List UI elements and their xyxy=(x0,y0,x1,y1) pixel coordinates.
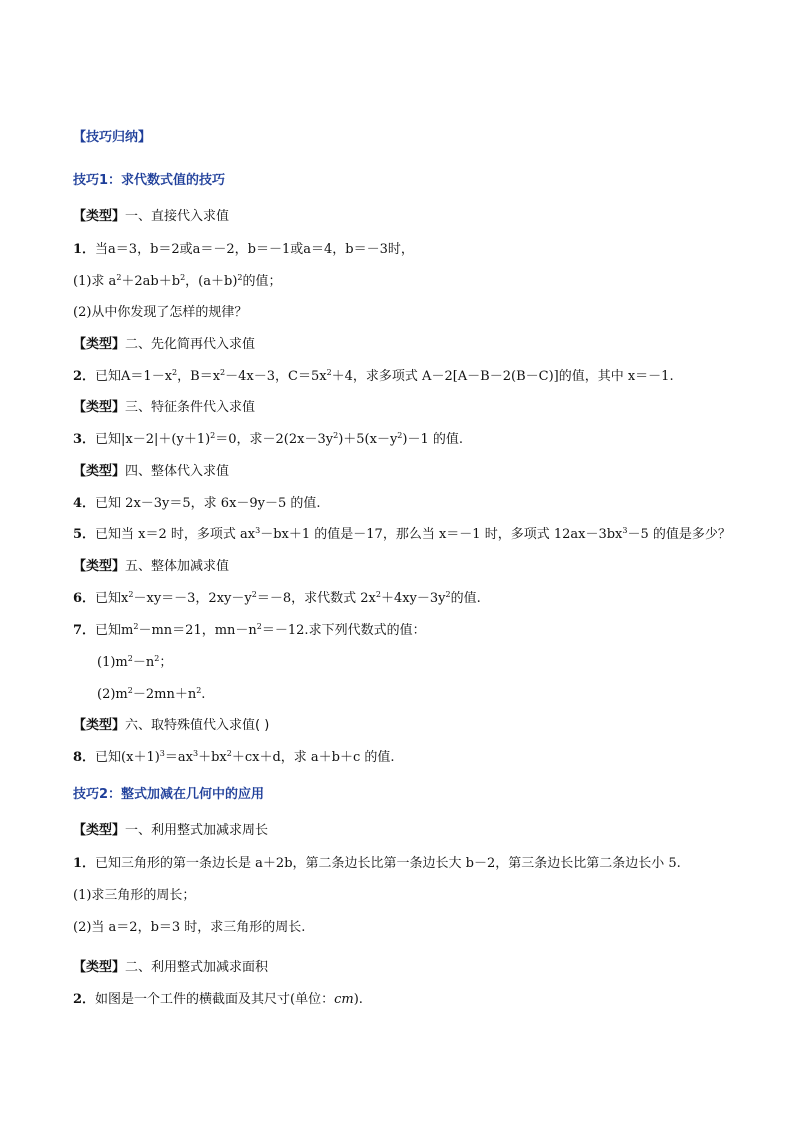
type-bracket: 【类型】 xyxy=(73,400,126,415)
text-segment: －5 的值是多少？ xyxy=(627,527,731,542)
text-segment: ，(a＋b) xyxy=(185,274,238,289)
skill2-question-1 xyxy=(73,856,681,872)
text-segment: ＝－12.求下列代数式的值： xyxy=(261,623,426,638)
text-segment: ＝－8，求代数式 2x xyxy=(256,591,376,606)
superscript: 2 xyxy=(180,273,186,282)
superscript: 2 xyxy=(251,590,257,599)
type-label: 三、特征条件代入求值 xyxy=(125,400,256,415)
text-segment: (1)m xyxy=(97,655,128,670)
question-7 xyxy=(73,623,426,639)
question-number: 3． xyxy=(73,432,96,447)
text-segment: ＋4xy－3y xyxy=(380,591,446,606)
superscript: 2 xyxy=(116,273,122,282)
type-label: 二、利用整式加减求面积 xyxy=(125,960,269,975)
text-segment: －n xyxy=(132,655,155,670)
question-number: 1． xyxy=(73,856,96,871)
question-number: 5． xyxy=(73,527,96,542)
superscript: 2 xyxy=(128,590,134,599)
text-segment: 已知|x－2|＋(y＋1) xyxy=(95,432,211,447)
text-segment: )－1 的值. xyxy=(402,432,463,447)
type-bracket: 【类型】 xyxy=(73,209,126,224)
question-1-part-1 xyxy=(73,274,282,290)
skill1-title: 技巧1：求代数式值的技巧 xyxy=(73,173,226,188)
superscript: 2 xyxy=(220,368,226,377)
type-bracket: 【类型】 xyxy=(73,464,126,479)
type-heading xyxy=(73,718,269,734)
question-8 xyxy=(73,750,395,766)
text-segment: (2)m xyxy=(97,687,128,702)
superscript: 2 xyxy=(256,622,262,631)
type-heading xyxy=(73,337,255,353)
superscript: 2 xyxy=(237,273,243,282)
question-number: 2． xyxy=(73,992,96,1007)
text-segment: 已知x xyxy=(95,591,129,606)
superscript: 2 xyxy=(154,654,160,663)
superscript: 2 xyxy=(226,749,232,758)
superscript: 2 xyxy=(172,368,178,377)
type-label: 一、利用整式加减求周长 xyxy=(125,823,269,838)
superscript: 2 xyxy=(127,686,133,695)
text-segment: ＋bx xyxy=(198,750,227,765)
text-segment: 已知三角形的第一条边长是 a＋2b，第二条边长比第一条边长大 b－2，第三条边长比第二条边长小 5. xyxy=(95,856,681,871)
text-segment: ＋4，求多项式 A－2[A－B－2(B－C)]的值，其中 x＝－1. xyxy=(331,369,674,384)
superscript: 3 xyxy=(192,749,199,758)
text-segment: 已知 2x－3y＝5，求 6x－9y－5 的值. xyxy=(95,496,321,511)
text-segment: 已知(x＋1) xyxy=(95,750,160,765)
superscript: 2 xyxy=(210,431,216,440)
superscript: 2 xyxy=(127,654,133,663)
text-segment: )＋5(x－y xyxy=(338,432,398,447)
text-segment: ＝ax xyxy=(164,750,193,765)
type-heading xyxy=(73,209,229,225)
superscript: 2 xyxy=(397,431,403,440)
superscript: 3 xyxy=(159,749,165,758)
skill2-title: 技巧2：整式加减在几何中的应用 xyxy=(73,787,265,802)
text-segment: 的值. xyxy=(450,591,481,606)
question-text: 当a＝3，b＝2或a＝－2，b＝－1或a＝4，b＝－3时， xyxy=(95,242,414,257)
superscript: 2 xyxy=(375,590,381,599)
section-title: 【技巧归纳】 xyxy=(73,130,152,145)
type-bracket: 【类型】 xyxy=(73,337,126,352)
text-segment: ，B＝x xyxy=(177,369,221,384)
superscript: 2 xyxy=(133,622,139,631)
type-heading xyxy=(73,559,229,575)
text-segment: －bx＋1 的值是－17，那么当 x＝－1 时，多项式 12ax－3bx xyxy=(260,527,623,542)
text-segment: 已知A＝1－x xyxy=(95,369,173,384)
text-segment: －xy＝－3，2xy－y xyxy=(133,591,252,606)
skill2-question-2 xyxy=(73,992,363,1008)
superscript: 2 xyxy=(333,431,339,440)
text-segment: ＋2ab＋b xyxy=(121,274,181,289)
text-segment: . xyxy=(201,687,206,702)
type-bracket: 【类型】 xyxy=(73,960,126,975)
unit-text: cm xyxy=(334,992,354,1007)
question-number: 7． xyxy=(73,623,96,638)
question-number: 1． xyxy=(73,242,96,257)
question-number: 6． xyxy=(73,591,96,606)
superscript: 3 xyxy=(622,526,628,535)
question-4 xyxy=(73,496,321,512)
superscript: 2 xyxy=(445,590,451,599)
text-segment: (1)求 a xyxy=(73,274,117,289)
type-label: 四、整体代入求值 xyxy=(125,464,230,479)
text-segment: ＝0，求－2(2x－3y xyxy=(215,432,334,447)
question-number: 4． xyxy=(73,496,96,511)
type-bracket: 【类型】 xyxy=(73,823,126,838)
question-number: 8． xyxy=(73,750,96,765)
type-heading xyxy=(73,823,268,839)
superscript: 2 xyxy=(196,686,202,695)
type-label: 一、直接代入求值 xyxy=(125,209,230,224)
text-segment: －mn＝21，mn－n xyxy=(138,623,257,638)
type-heading xyxy=(73,960,268,976)
question-7-part-1 xyxy=(97,655,172,671)
type-label: 六、取特殊值代入求值( ) xyxy=(125,718,270,733)
superscript: 2 xyxy=(326,368,332,377)
type-bracket: 【类型】 xyxy=(73,559,126,574)
text-segment: －2mn＋n xyxy=(132,687,197,702)
text-segment: 已知m xyxy=(95,623,134,638)
question-7-part-2 xyxy=(97,687,205,703)
question-3 xyxy=(73,432,463,448)
question-number: 2． xyxy=(73,369,96,384)
question-5 xyxy=(73,527,731,543)
text-segment: 的值； xyxy=(242,274,282,289)
text-segment: ＋cx＋d，求 a＋b＋c 的值. xyxy=(231,750,395,765)
type-label: 五、整体加减求值 xyxy=(125,559,230,574)
skill2-question-1-part-2: (2)当 a＝2，b＝3 时，求三角形的周长. xyxy=(73,920,306,935)
type-heading xyxy=(73,400,255,416)
question-1 xyxy=(73,242,414,258)
question-2 xyxy=(73,369,674,385)
type-bracket: 【类型】 xyxy=(73,718,126,733)
type-heading xyxy=(73,464,229,480)
text-segment: 如图是一个工件的横截面及其尺寸(单位： xyxy=(95,992,335,1007)
text-segment: 已知当 x＝2 时，多项式 ax xyxy=(95,527,256,542)
skill2-question-1-part-1: (1)求三角形的周长； xyxy=(73,888,196,903)
type-label: 二、先化简再代入求值 xyxy=(125,337,256,352)
text-segment: ). xyxy=(353,992,363,1007)
question-6 xyxy=(73,591,481,607)
superscript: 3 xyxy=(255,526,261,535)
text-segment: ； xyxy=(159,655,173,670)
text-segment: －4x－3，C＝5x xyxy=(225,369,327,384)
question-1-part-2: (2)从中你发现了怎样的规律？ xyxy=(73,305,248,320)
